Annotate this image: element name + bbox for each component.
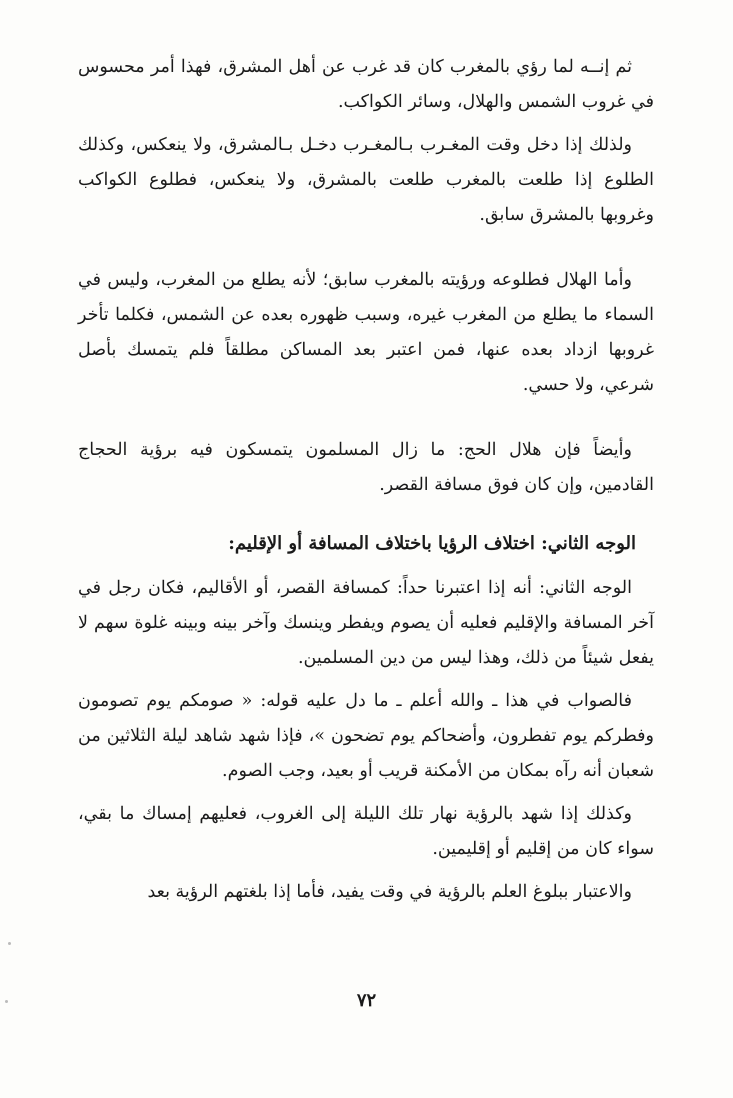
scan-speck <box>8 942 11 945</box>
paragraph-2: ولذلك إذا دخل وقت المغـرب بـالمغـرب دخـل بـالمشرق، ولا ينعكس، وكذلك الطلوع إذا طلعت بالمغرب طلعت بالمشرق، ولا ينعكس، فطلوع الكواكب وغروبها بالمشرق سابق. <box>78 135 654 225</box>
paragraph-5: الوجه الثاني: أنه إذا اعتبرنا حداً: كمسافة القصر، أو الأقاليم، فكان رجل في آخر المسافة والإقليم فعليه أن يصوم ويفطر وينسك وآخر بينه وبينه غلوة سهم لا يفعل شيئاً من ذلك، وهذا ليس من دين المسلمين. <box>78 578 654 668</box>
paragraph-4: وأيضاً فإن هلال الحج: ما زال المسلمون يتمسكون فيه برؤية الحجاج القادمين، وإن كان فوق مسافة القصر. <box>78 440 654 495</box>
paragraph-8: والاعتبار ببلوغ العلم بالرؤية في وقت يفيد، فأما إذا بلغتهم الرؤية بعد <box>147 882 632 902</box>
paragraph-3: وأما الهلال فطلوعه ورؤيته بالمغرب سابق؛ لأنه يطلع من المغرب، وليس في السماء ما يطلع من المغرب غيره، وسبب ظهوره بعده عن الشمس، فكلما تأخر غروبها ازداد بعده عنها، فمن اعتبر بعد المساكن مطلقاً فلم يتمسك بأصل شرعي، ولا حسي. <box>78 270 654 395</box>
page-number: ٧٢ <box>356 990 377 1011</box>
scan-speck <box>5 1000 8 1003</box>
paragraph-1: ثم إنــه لما رؤي بالمغرب كان قد غرب عن أهل المشرق، فهذا أمر محسوس في غروب الشمس والهلال، وسائر الكواكب. <box>78 57 654 112</box>
section-heading: الوجه الثاني: اختلاف الرؤيا باختلاف المسافة أو الإقليم: <box>228 533 636 554</box>
paragraph-7: وكذلك إذا شهد بالرؤية نهار تلك الليلة إلى الغروب، فعليهم إمساك ما بقي، سواء كان من إقليم أو إقليمين. <box>78 804 654 859</box>
paragraph-6: فالصواب في هذا ـ والله أعلم ـ ما دل عليه قوله: « صومكم يوم تصومون وفطركم يوم تفطرون، وأضحاكم يوم تضحون »، فإذا شهد شاهد ليلة الثلاثين من شعبان أنه رآه بمكان من الأمكنة قريب أو بعيد، وجب الصوم. <box>78 691 654 781</box>
page-body <box>78 50 654 910</box>
